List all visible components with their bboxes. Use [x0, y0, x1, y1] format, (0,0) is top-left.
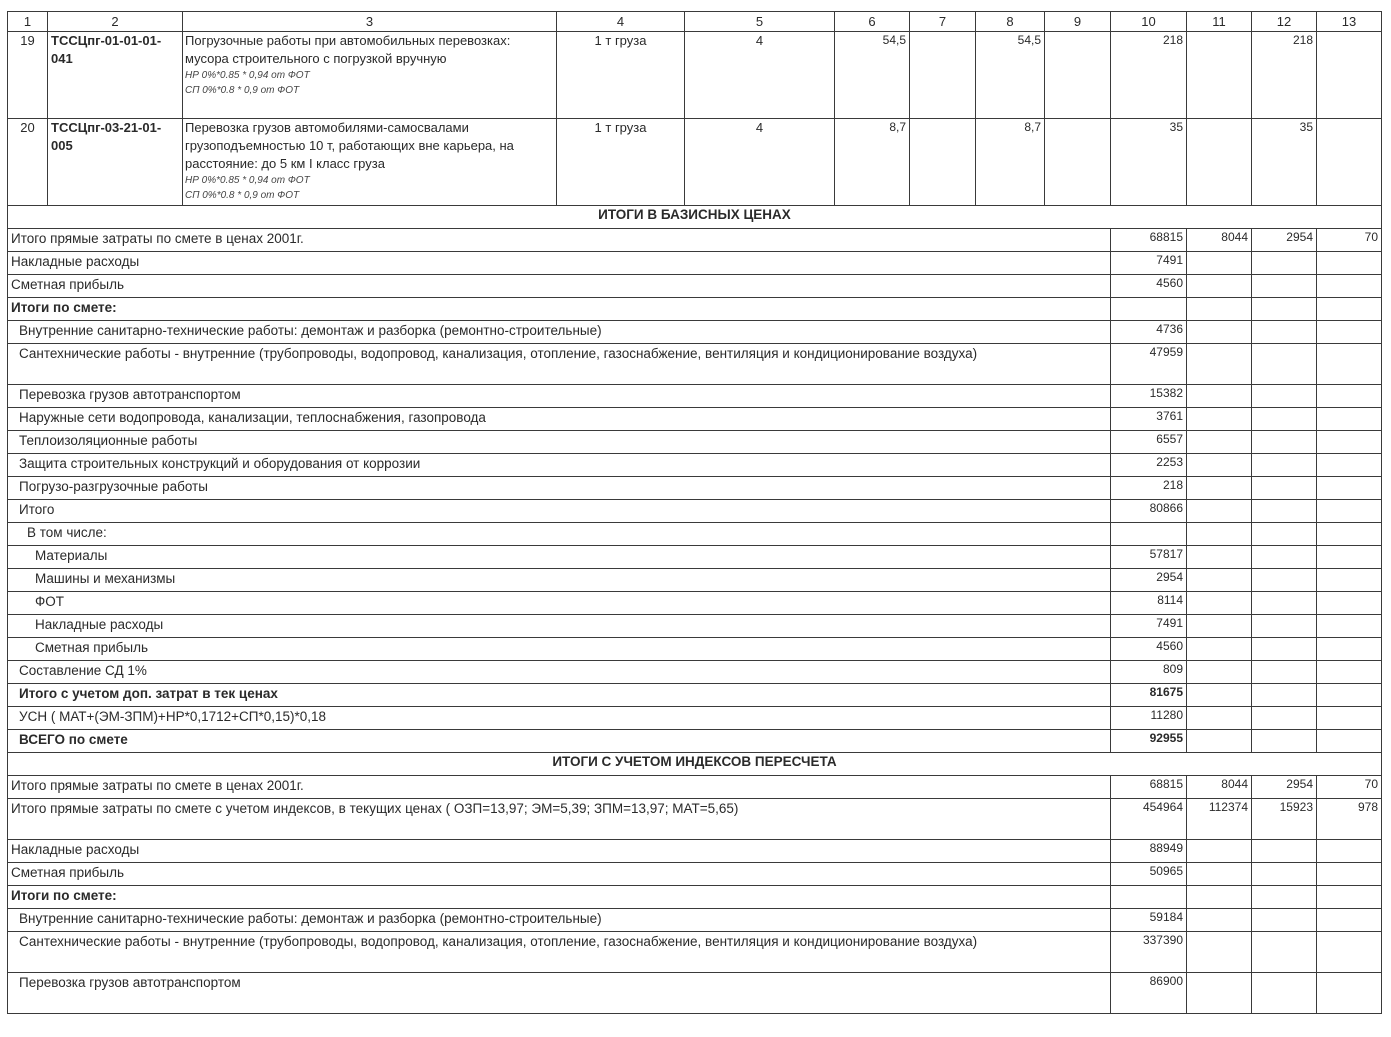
col-header-1: 1: [8, 12, 48, 32]
summary-label: Итого: [8, 500, 1111, 523]
summary-label: Накладные расходы: [8, 615, 1111, 638]
summary-row: [8, 408, 1382, 431]
summary-label: Итого прямые затраты по смете в ценах 2001г.: [8, 229, 1111, 252]
summary-value-10: [1111, 886, 1187, 909]
summary-value-10: 2253: [1111, 454, 1187, 477]
item-col7: [910, 32, 976, 119]
summary-value-13: 978: [1317, 799, 1382, 840]
summary-value-12: [1252, 973, 1317, 1014]
summary-value-11: [1187, 973, 1252, 1014]
item-unit: 1 т груза: [557, 32, 685, 119]
summary-value-13: [1317, 298, 1382, 321]
summary-value-11: [1187, 707, 1252, 730]
summary-value-11: [1187, 321, 1252, 344]
item-nr-note: НР 0%*0.85 * 0,94 от ФОТ: [185, 175, 310, 186]
summary-value-12: [1252, 707, 1317, 730]
summary-value-13: [1317, 840, 1382, 863]
col-header-13: 13: [1317, 12, 1382, 32]
summary-value-13: [1317, 863, 1382, 886]
col-header-11: 11: [1187, 12, 1252, 32]
item-col11: [1187, 119, 1252, 206]
summary-row: [8, 909, 1382, 932]
item-col9: [1045, 119, 1111, 206]
summary-value-12: [1252, 684, 1317, 707]
summary-row: [8, 707, 1382, 730]
summary-value-13: [1317, 932, 1382, 973]
summary-value-11: [1187, 840, 1252, 863]
summary-label: УСН ( МАТ+(ЭМ-ЗПМ)+НР*0,1712+СП*0,15)*0,18: [8, 707, 1111, 730]
summary-value-10: 7491: [1111, 252, 1187, 275]
summary-row: [8, 973, 1382, 1014]
col-header-8: 8: [976, 12, 1045, 32]
summary-row: [8, 730, 1382, 753]
summary-row: [8, 385, 1382, 408]
summary-value-12: [1252, 454, 1317, 477]
item-col9: [1045, 32, 1111, 119]
section-title: ИТОГИ С УЧЕТОМ ИНДЕКСОВ ПЕРЕСЧЕТА: [8, 753, 1382, 776]
summary-value-11: [1187, 886, 1252, 909]
table-row: [8, 119, 1382, 206]
summary-value-12: [1252, 730, 1317, 753]
summary-value-12: [1252, 298, 1317, 321]
summary-value-10: 809: [1111, 661, 1187, 684]
summary-row: [8, 523, 1382, 546]
summary-row: [8, 863, 1382, 886]
summary-value-10: 88949: [1111, 840, 1187, 863]
summary-value-12: [1252, 840, 1317, 863]
item-description-text: Погрузочные работы при автомобильных перевозках: мусора строительного с погрузкой вручную: [185, 33, 511, 66]
summary-label: Машины и механизмы: [8, 569, 1111, 592]
summary-value-10: 6557: [1111, 431, 1187, 454]
col-header-7: 7: [910, 12, 976, 32]
summary-row: [8, 546, 1382, 569]
summary-row: [8, 344, 1382, 385]
item-col13: [1317, 32, 1382, 119]
summary-value-10: 59184: [1111, 909, 1187, 932]
summary-value-13: [1317, 615, 1382, 638]
summary-value-12: [1252, 863, 1317, 886]
summary-value-13: [1317, 523, 1382, 546]
summary-row: [8, 799, 1382, 840]
summary-row: [8, 252, 1382, 275]
summary-label: Теплоизоляционные работы: [8, 431, 1111, 454]
summary-label: Итого прямые затраты по смете в ценах 2001г.: [8, 776, 1111, 799]
summary-row: [8, 886, 1382, 909]
summary-value-10: 8114: [1111, 592, 1187, 615]
summary-row: [8, 615, 1382, 638]
summary-value-13: [1317, 546, 1382, 569]
item-code: ТССЦпг-01-01-01-041: [48, 32, 183, 119]
summary-value-10: 15382: [1111, 385, 1187, 408]
summary-label: В том числе:: [8, 523, 1111, 546]
summary-value-11: [1187, 909, 1252, 932]
summary-value-10: 92955: [1111, 730, 1187, 753]
item-col6: 8,7: [835, 119, 910, 206]
summary-value-12: [1252, 523, 1317, 546]
summary-label: Итоги по смете:: [8, 886, 1111, 909]
summary-value-13: [1317, 500, 1382, 523]
summary-label: Итого с учетом доп. затрат в тек ценах: [8, 684, 1111, 707]
summary-value-12: 15923: [1252, 799, 1317, 840]
summary-value-10: 218: [1111, 477, 1187, 500]
summary-value-13: [1317, 909, 1382, 932]
summary-value-13: [1317, 973, 1382, 1014]
summary-label: Сантехнические работы - внутренние (трубопроводы, водопровод, канализация, отопление, газоснабжение, вентиляция и кондиционирование воздуха): [8, 932, 1111, 973]
col-header-10: 10: [1111, 12, 1187, 32]
summary-value-12: [1252, 344, 1317, 385]
summary-value-10: 7491: [1111, 615, 1187, 638]
summary-value-11: 8044: [1187, 776, 1252, 799]
summary-value-10: 4736: [1111, 321, 1187, 344]
col-header-2: 2: [48, 12, 183, 32]
summary-value-11: 112374: [1187, 799, 1252, 840]
column-number-row: [8, 12, 1382, 32]
summary-value-13: [1317, 385, 1382, 408]
summary-value-12: [1252, 909, 1317, 932]
summary-value-13: [1317, 252, 1382, 275]
section-header-basic-prices: [8, 206, 1382, 229]
summary-label: Сметная прибыль: [8, 275, 1111, 298]
col-header-4: 4: [557, 12, 685, 32]
item-description: [183, 32, 557, 119]
summary-value-13: [1317, 638, 1382, 661]
summary-value-11: [1187, 454, 1252, 477]
summary-value-10: [1111, 298, 1187, 321]
summary-row: [8, 592, 1382, 615]
summary-value-13: [1317, 730, 1382, 753]
section-title: ИТОГИ В БАЗИСНЫХ ЦЕНАХ: [8, 206, 1382, 229]
summary-value-13: [1317, 454, 1382, 477]
summary-row: [8, 454, 1382, 477]
summary-value-11: [1187, 431, 1252, 454]
summary-value-10: 337390: [1111, 932, 1187, 973]
summary-value-10: 3761: [1111, 408, 1187, 431]
summary-value-13: [1317, 431, 1382, 454]
summary-label: Внутренние санитарно-технические работы: демонтаж и разборка (ремонтно-строительные): [8, 909, 1111, 932]
summary-row: [8, 569, 1382, 592]
summary-value-11: [1187, 298, 1252, 321]
summary-value-10: 11280: [1111, 707, 1187, 730]
summary-value-11: [1187, 523, 1252, 546]
summary-label: Накладные расходы: [8, 252, 1111, 275]
summary-value-11: [1187, 932, 1252, 973]
summary-value-10: 454964: [1111, 799, 1187, 840]
summary-value-12: [1252, 661, 1317, 684]
summary-value-13: [1317, 477, 1382, 500]
summary-value-10: 86900: [1111, 973, 1187, 1014]
item-col7: [910, 119, 976, 206]
summary-value-10: 68815: [1111, 229, 1187, 252]
summary-value-11: [1187, 638, 1252, 661]
summary-value-11: [1187, 684, 1252, 707]
summary-value-12: [1252, 932, 1317, 973]
summary-value-10: 50965: [1111, 863, 1187, 886]
summary-value-12: 2954: [1252, 229, 1317, 252]
table-row: [8, 32, 1382, 119]
item-description: [183, 119, 557, 206]
item-col11: [1187, 32, 1252, 119]
summary-label: Итоги по смете:: [8, 298, 1111, 321]
summary-row: [8, 932, 1382, 973]
summary-value-11: [1187, 408, 1252, 431]
summary-value-13: [1317, 569, 1382, 592]
summary-label: Составление СД 1%: [8, 661, 1111, 684]
summary-value-12: [1252, 569, 1317, 592]
item-number: 19: [8, 32, 48, 119]
item-nr-note: НР 0%*0.85 * 0,94 от ФОТ: [185, 70, 310, 81]
summary-label: Погрузо-разгрузочные работы: [8, 477, 1111, 500]
summary-label: Внутренние санитарно-технические работы: демонтаж и разборка (ремонтно-строительные): [8, 321, 1111, 344]
summary-value-12: [1252, 408, 1317, 431]
summary-value-11: [1187, 569, 1252, 592]
col-header-3: 3: [183, 12, 557, 32]
summary-value-10: 81675: [1111, 684, 1187, 707]
summary-value-12: [1252, 546, 1317, 569]
summary-label: Перевозка грузов автотранспортом: [8, 973, 1111, 1014]
section-header-recalc-indices: [8, 753, 1382, 776]
item-code: ТССЦпг-03-21-01-005: [48, 119, 183, 206]
summary-row: [8, 431, 1382, 454]
summary-row: [8, 500, 1382, 523]
summary-label: Итого прямые затраты по смете с учетом индексов, в текущих ценах ( ОЗП=13,97; ЭМ=5,39; ЗПМ=13,97; МАТ=5,65): [8, 799, 1111, 840]
summary-value-11: [1187, 730, 1252, 753]
col-header-12: 12: [1252, 12, 1317, 32]
item-col13: [1317, 119, 1382, 206]
summary-value-13: [1317, 344, 1382, 385]
summary-value-11: [1187, 592, 1252, 615]
summary-row: [8, 275, 1382, 298]
summary-value-12: [1252, 500, 1317, 523]
summary-row: [8, 661, 1382, 684]
summary-label: Перевозка грузов автотранспортом: [8, 385, 1111, 408]
summary-value-12: [1252, 431, 1317, 454]
summary-value-13: [1317, 707, 1382, 730]
summary-value-13: 70: [1317, 229, 1382, 252]
item-col8: 8,7: [976, 119, 1045, 206]
summary-value-12: [1252, 592, 1317, 615]
summary-label: ВСЕГО по смете: [8, 730, 1111, 753]
summary-value-13: [1317, 321, 1382, 344]
item-sp-note: СП 0%*0.8 * 0,9 от ФОТ: [185, 85, 300, 96]
summary-value-10: [1111, 523, 1187, 546]
summary-value-11: 8044: [1187, 229, 1252, 252]
summary-value-11: [1187, 477, 1252, 500]
item-number: 20: [8, 119, 48, 206]
summary-value-11: [1187, 500, 1252, 523]
item-col6: 54,5: [835, 32, 910, 119]
summary-value-12: [1252, 275, 1317, 298]
summary-label: Защита строительных конструкций и оборудования от коррозии: [8, 454, 1111, 477]
summary-value-13: [1317, 661, 1382, 684]
summary-value-10: 68815: [1111, 776, 1187, 799]
summary-label: Сметная прибыль: [8, 638, 1111, 661]
summary-value-11: [1187, 385, 1252, 408]
col-header-6: 6: [835, 12, 910, 32]
item-quantity: 4: [685, 32, 835, 119]
summary-value-11: [1187, 546, 1252, 569]
summary-value-13: [1317, 684, 1382, 707]
summary-value-12: [1252, 252, 1317, 275]
summary-value-10: 4560: [1111, 638, 1187, 661]
summary-value-13: [1317, 275, 1382, 298]
summary-label: Наружные сети водопровода, канализации, теплоснабжения, газопровода: [8, 408, 1111, 431]
summary-value-12: [1252, 477, 1317, 500]
item-sp-note: СП 0%*0.8 * 0,9 от ФОТ: [185, 190, 300, 201]
summary-label: Сантехнические работы - внутренние (трубопроводы, водопровод, канализация, отопление, газоснабжение, вентиляция и кондиционирование воздуха): [8, 344, 1111, 385]
item-col10: 35: [1111, 119, 1187, 206]
summary-row: [8, 321, 1382, 344]
summary-value-12: [1252, 385, 1317, 408]
item-col12: 218: [1252, 32, 1317, 119]
item-description-text: Перевозка грузов автомобилями-самосвалами грузоподъемностью 10 т, работающих вне карьера, на расстояние: до 5 км I класс груза: [185, 120, 514, 171]
summary-value-12: [1252, 638, 1317, 661]
item-quantity: 4: [685, 119, 835, 206]
summary-value-13: [1317, 408, 1382, 431]
summary-value-13: 70: [1317, 776, 1382, 799]
summary-value-11: [1187, 275, 1252, 298]
summary-value-10: 47959: [1111, 344, 1187, 385]
summary-value-10: 57817: [1111, 546, 1187, 569]
summary-label: Сметная прибыль: [8, 863, 1111, 886]
item-col10: 218: [1111, 32, 1187, 119]
summary-value-11: [1187, 615, 1252, 638]
summary-value-10: 80866: [1111, 500, 1187, 523]
summary-value-12: [1252, 615, 1317, 638]
estimate-table: [7, 11, 1382, 1014]
estimate-document: [7, 11, 1381, 1014]
summary-value-13: [1317, 886, 1382, 909]
summary-row: [8, 638, 1382, 661]
summary-value-12: [1252, 321, 1317, 344]
summary-value-11: [1187, 252, 1252, 275]
summary-row: [8, 477, 1382, 500]
summary-value-10: 2954: [1111, 569, 1187, 592]
summary-row: [8, 298, 1382, 321]
summary-value-11: [1187, 863, 1252, 886]
item-col8: 54,5: [976, 32, 1045, 119]
summary-label: Накладные расходы: [8, 840, 1111, 863]
summary-row: [8, 684, 1382, 707]
summary-row: [8, 229, 1382, 252]
summary-value-11: [1187, 661, 1252, 684]
col-header-5: 5: [685, 12, 835, 32]
summary-value-10: 4560: [1111, 275, 1187, 298]
summary-row: [8, 776, 1382, 799]
summary-value-12: 2954: [1252, 776, 1317, 799]
summary-label: ФОТ: [8, 592, 1111, 615]
summary-value-13: [1317, 592, 1382, 615]
item-col12: 35: [1252, 119, 1317, 206]
summary-label: Материалы: [8, 546, 1111, 569]
summary-row: [8, 840, 1382, 863]
col-header-9: 9: [1045, 12, 1111, 32]
item-unit: 1 т груза: [557, 119, 685, 206]
summary-value-11: [1187, 344, 1252, 385]
summary-value-12: [1252, 886, 1317, 909]
